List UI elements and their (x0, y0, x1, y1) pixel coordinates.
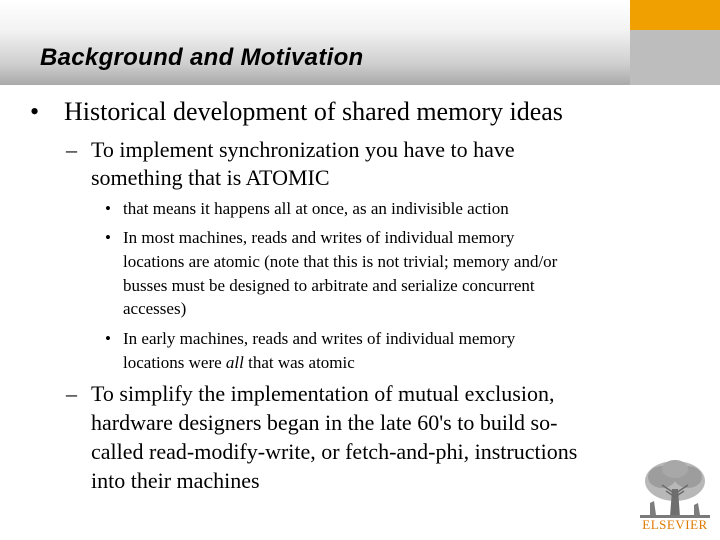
slide-title: Background and Motivation (40, 44, 364, 71)
elsevier-wordmark: ELSEVIER (642, 517, 708, 532)
title-bar (0, 0, 630, 85)
subsub-item-1-line-1: that means it happens all at once, as an indivisible action (123, 199, 509, 218)
dash-marker: – (66, 137, 77, 162)
sub-item-2-line-1: To simplify the implementation of mutual exclusion, (91, 381, 555, 406)
subsub-bullet-marker: • (105, 329, 111, 348)
bullet-marker: • (30, 97, 40, 126)
emphasis-all: all (225, 353, 244, 372)
corner-orange-block (630, 0, 720, 30)
subsub-item-2-line-4: accesses) (123, 299, 187, 318)
sub-item-2-line-3: called read-modify-write, or fetch-and-phi, instructions (91, 439, 578, 464)
dash-marker: – (66, 381, 77, 406)
subsub-item-3-line-2 (123, 353, 355, 373)
sub-item-1-line-2: something that is ATOMIC (91, 165, 330, 190)
sub-item-2-line-2: hardware designers began in the late 60's to build so- (91, 410, 558, 435)
subsub-bullet-marker: • (105, 228, 111, 247)
subsub-item-2-line-3: busses must be designed to arbitrate and serialize concurrent (123, 276, 535, 295)
bullet-text: Historical development of shared memory ideas (64, 97, 563, 126)
subsub-item-3-line-1: In early machines, reads and writes of individual memory (123, 329, 516, 348)
subsub-item-2-line-2: locations are atomic (note that this is not trivial; memory and/or (123, 252, 558, 271)
sub-item-1-line-1: To implement synchronization you have to have (91, 137, 515, 162)
subsub-item-3-text-a: locations were (123, 353, 226, 372)
sub-item-2-line-4: into their machines (91, 468, 260, 493)
corner-gray-block (630, 30, 720, 85)
subsub-item-3-text-b: that was atomic (243, 353, 355, 372)
subsub-item-2-line-1: In most machines, reads and writes of individual memory (123, 228, 515, 247)
subsub-bullet-marker: • (105, 199, 111, 218)
